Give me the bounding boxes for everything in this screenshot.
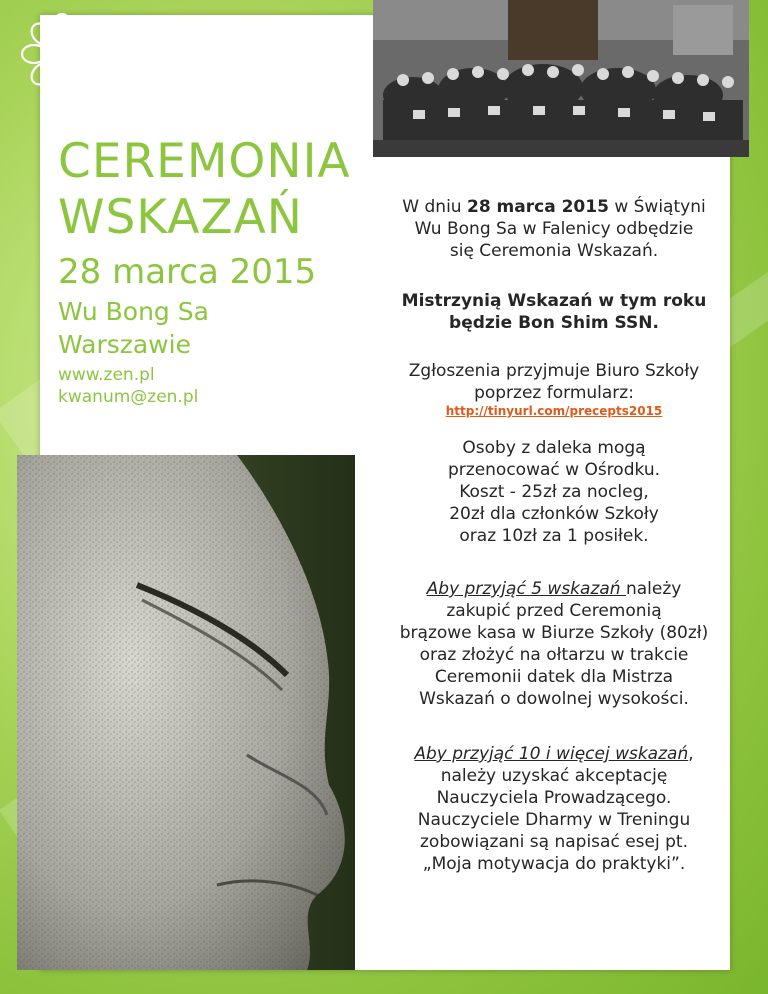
event-date: 28 marca 2015 <box>58 252 317 292</box>
ten-precepts-line: zobowiązani są napisać esej pt. <box>420 832 688 852</box>
stay-line: przenocować w Ośrodku. <box>447 460 660 480</box>
registration-link-block <box>378 403 730 419</box>
page-title-line-2: WSKAZAŃ <box>58 190 303 245</box>
five-precepts-line: brązowe kasa w Biurze Szkoły (80zł) <box>399 623 709 643</box>
email-link[interactable]: kwanum@zen.pl <box>58 387 199 407</box>
ten-precepts-line: „Moja motywacja do praktyki”. <box>422 854 686 874</box>
ten-precepts-line: należy uzyskać akceptację <box>440 766 668 786</box>
five-precepts-text: należy <box>625 579 682 599</box>
intro-paragraph <box>378 196 730 262</box>
stay-line: 20zł dla członków Szkoły <box>449 504 659 524</box>
stone-buddha-face-photo <box>17 455 355 970</box>
ten-precepts-heading: Aby przyjąć 10 i więcej wskazań <box>414 744 689 764</box>
event-place-line-2: Warszawie <box>58 330 191 359</box>
website-link[interactable]: www.zen.pl <box>58 365 155 385</box>
intro-text: W dniu <box>402 197 467 217</box>
five-precepts-line: oraz złożyć na ołtarzu w trakcie <box>419 645 689 665</box>
event-place-line-1: Wu Bong Sa <box>58 297 209 326</box>
intro-date: 28 marca 2015 <box>466 197 609 217</box>
intro-text: w Świątyni <box>608 197 706 217</box>
intro-line: Wu Bong Sa w Falenicy odbędzie <box>414 219 694 239</box>
five-precepts-paragraph <box>378 578 730 710</box>
dharma-wheel-lotus-icon <box>20 12 104 96</box>
registration-line: Zgłoszenia przyjmuje Biuro Szkoły <box>408 361 700 381</box>
master-line: Mistrzynią Wskazań w tym roku <box>401 291 707 311</box>
five-precepts-heading: Aby przyjąć 5 wskazań <box>426 579 626 599</box>
stay-line: oraz 10zł za 1 posiłek. <box>459 526 649 546</box>
page-title-line-1: CEREMONIA <box>58 134 351 189</box>
master-line: będzie Bon Shim SSN. <box>449 313 659 333</box>
five-precepts-line: Wskazań o dowolnej wysokości. <box>419 689 689 709</box>
ten-precepts-line: Nauczyciele Dharmy w Treningu <box>417 810 691 830</box>
registration-line: poprzez formularz: <box>474 383 634 403</box>
ten-precepts-line: Nauczyciela Prowadzącego. <box>436 788 672 808</box>
ten-precepts-paragraph <box>378 743 730 875</box>
registration-paragraph <box>378 360 730 404</box>
registration-form-link[interactable]: http://tinyurl.com/precepts2015 <box>445 404 663 418</box>
master-paragraph <box>378 290 730 334</box>
five-precepts-line: zakupić przed Ceremonią <box>446 601 662 621</box>
stay-line: Osoby z daleka mogą <box>462 438 646 458</box>
ten-precepts-text: , <box>688 744 694 764</box>
accommodation-paragraph <box>378 437 730 547</box>
group-photo <box>373 0 749 157</box>
five-precepts-line: Ceremonii datek dla Mistrza <box>434 667 674 687</box>
intro-line: się Ceremonia Wskazań. <box>449 241 659 261</box>
stay-line: Koszt - 25zł za nocleg, <box>459 482 649 502</box>
